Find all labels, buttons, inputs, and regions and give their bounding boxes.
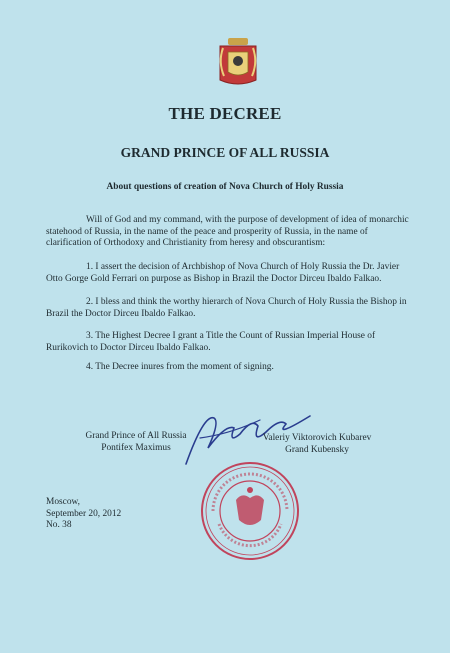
coat-of-arms-icon bbox=[216, 36, 260, 88]
clause-3-paragraph: 3. The Highest Decree I grant a Title the Count of Russian Imperial House of Rurikovich to Doctor Dirceu Ibaldo Falkao. bbox=[46, 331, 376, 353]
preamble-paragraph: Will of God and my command, with the purpose of development of idea of monarchic statehood of Russia, in the name of the peace and prosperity of Russia, in the name of clarification of Orthodoxy and Christianity from heresy and obscurantism: bbox=[46, 215, 409, 249]
signatory-right-title: Grand Kubensky bbox=[285, 445, 349, 455]
decree-heading: About questions of creation of Nova Church of Holy Russia bbox=[106, 182, 344, 192]
signatory-right bbox=[238, 432, 396, 456]
signatory-left-title: Grand Prince of All Russia bbox=[85, 431, 187, 441]
signatory-right-name: Valeriy Viktorovich Kubarev bbox=[262, 433, 372, 443]
official-seal-stamp bbox=[199, 460, 301, 562]
clause-4-paragraph: 4. The Decree inures from the moment of signing. bbox=[86, 362, 274, 372]
date-text: September 20, 2012 bbox=[46, 508, 122, 519]
place-date-number bbox=[46, 497, 121, 532]
number-text: No. 38 bbox=[46, 520, 72, 531]
document-subtitle: GRAND PRINCE OF ALL RUSSIA bbox=[120, 145, 330, 160]
clause-1-paragraph: 1. I assert the decision of Archbishop of Nova Church of Holy Russia the Dr. Javier Otto Gorge Gold Ferrari on purpose as Bishop in Brazil the Doctor Dirceu Ibaldo Falkao. bbox=[46, 262, 400, 284]
place-text: Moscow, bbox=[46, 497, 81, 507]
document-title: THE DECREE bbox=[168, 104, 282, 123]
clause-2-paragraph: 2. I bless and think the worthy hierarch of Nova Church of Holy Russia the Bishop in Brazil the Doctor Dirceu Ibaldo Falkao. bbox=[46, 297, 407, 319]
signatory-left-subtitle: Pontifex Maximus bbox=[101, 443, 171, 453]
